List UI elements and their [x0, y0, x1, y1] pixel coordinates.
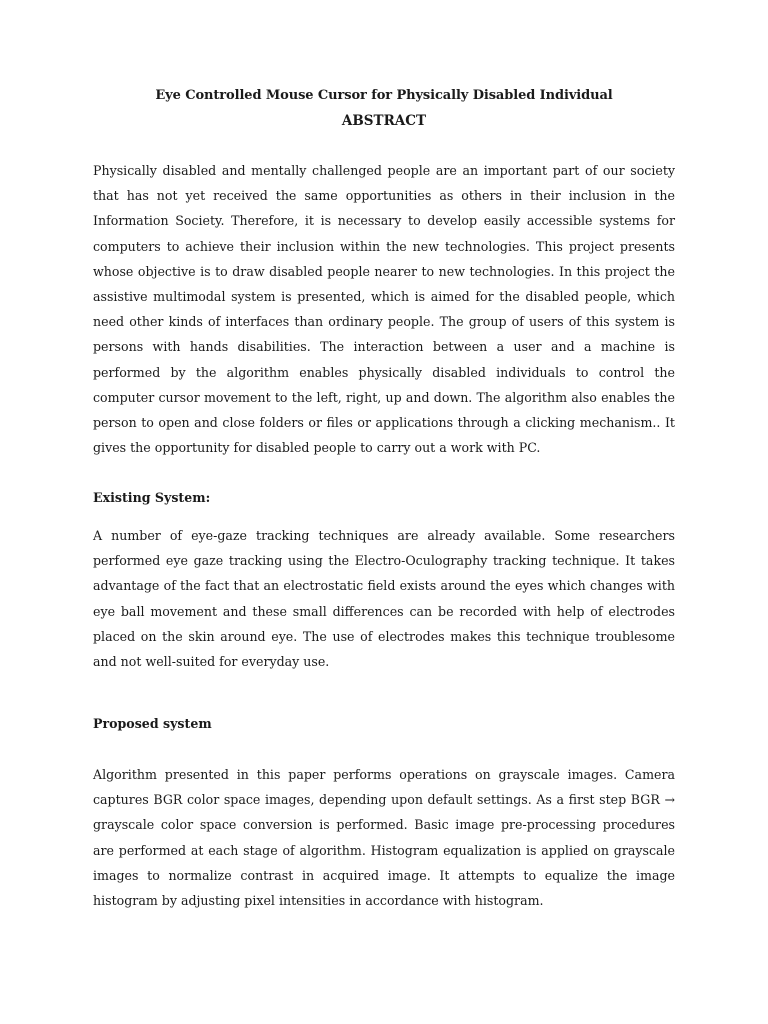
abstract-heading: ABSTRACT [341, 113, 427, 129]
proposed-system-heading: Proposed system [93, 716, 212, 731]
existing-system-heading: Existing System: [93, 490, 211, 505]
document-title: Eye Controlled Mouse Cursor for Physically Disabled Individual [155, 88, 613, 103]
existing-system-paragraph: A number of eye-gaze tracking techniques are already available. Some researchers performed eye gaze tracking using the Electro-Oculography tracking technique. It takes advantage of the fact that an electrostatic field exists around the eyes which changes with eye ball movement and these small differences can be recorded with help of electrodes placed on the skin around eye. The use of electrodes makes this technique troublesome and not well-suited for everyday use. [93, 528, 675, 670]
abstract-paragraph: Physically disabled and mentally challenged people are an important part of our society that has not yet received the same opportunities as others in their inclusion in the Information Society. Therefore, it is necessary to develop easily accessible systems for computers to achieve their inclusion within the new technologies. This project presents whose objective is to draw disabled people nearer to new technologies. In this project the assistive multimodal system is presented, which is aimed for the disabled people, which need other kinds of interfaces than ordinary people. The group of users of this system is persons with hands disabilities. The interaction between a user and a machine is performed by the algorithm enables physically disabled individuals to control the computer cursor movement to the left, right, up and down. The algorithm also enables the person to open and close folders or files or applications through a clicking mechanism.. It gives the opportunity for disabled people to carry out a work with PC. [93, 163, 675, 456]
proposed-system-paragraph: Algorithm presented in this paper performs operations on grayscale images. Camera captures BGR color space images, depending upon default settings. As a first step BGR → grayscale color space conversion is performed. Basic image pre-processing procedures are performed at each stage of algorithm. Histogram equalization is applied on grayscale images to normalize contrast in acquired image. It attempts to equalize the image histogram by adjusting pixel intensities in accordance with histogram. [93, 767, 675, 909]
